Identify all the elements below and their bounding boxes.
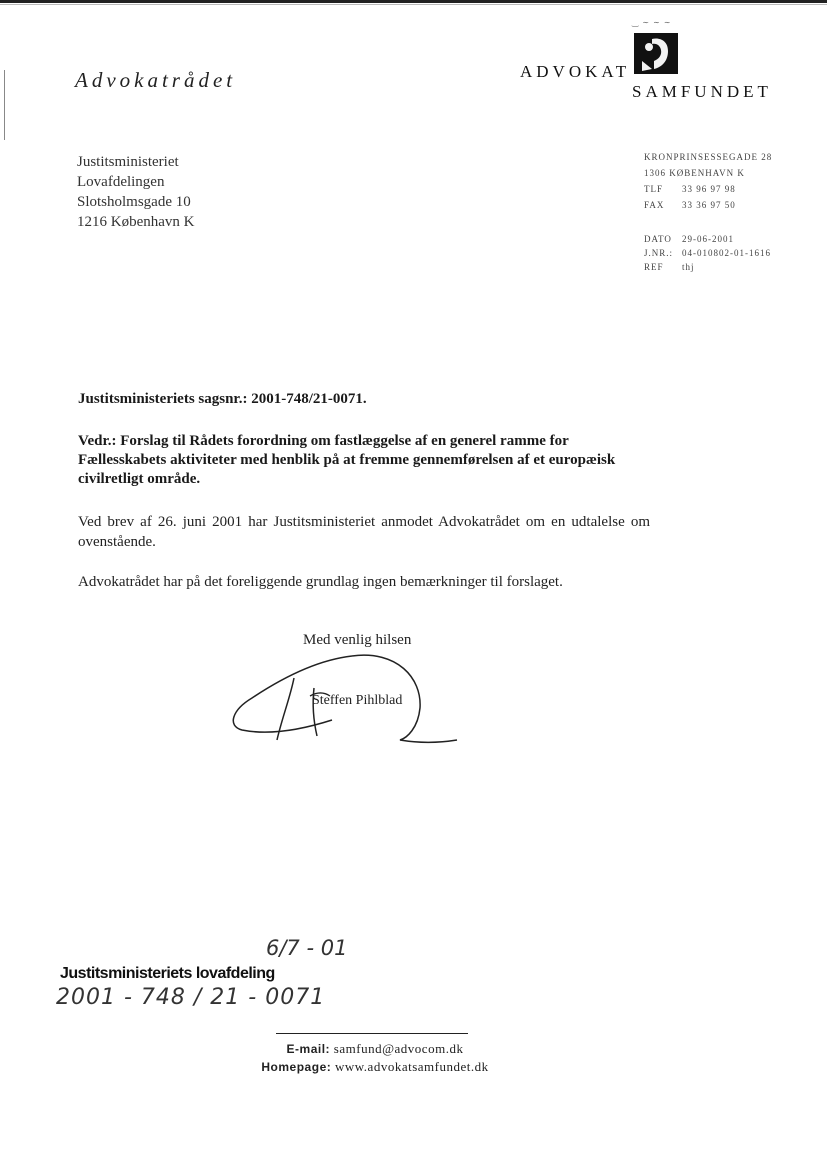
handwritten-case-number: 2001 - 748 / 21 - 0071 <box>56 985 326 1010</box>
handwritten-date: 6/7 - 01 <box>266 936 348 960</box>
email-value: samfund@advocom.dk <box>333 1041 464 1056</box>
dato-value: 29-06-2001 <box>682 234 734 244</box>
recipient-address <box>77 152 194 232</box>
jnr-label: J.NR.: <box>644 248 674 258</box>
homepage-label: Homepage: <box>261 1060 332 1074</box>
scan-left-mark <box>4 70 5 140</box>
brand-name-top: ADVOKAT <box>520 62 631 81</box>
faint-scan-mark: ‿ ∼ ∼ ∼ <box>632 18 672 27</box>
sender-street: KRONPRINSESSEGADE 28 <box>644 152 773 162</box>
advokatsamfundet-emblem-icon <box>632 31 680 76</box>
brand-name-bottom: SAMFUNDET <box>632 82 772 101</box>
recipient-line: Slotsholmsgade 10 <box>77 194 191 210</box>
sender-address <box>644 149 772 213</box>
ref-label: REF <box>644 262 664 272</box>
received-stamp: Justitsministeriets lovafdeling <box>60 965 275 982</box>
recipient-line: Justitsministeriet <box>77 154 179 170</box>
case-reference: Justitsministeriets sagsnr.: 2001-748/21-0071. <box>78 391 367 407</box>
dato-label: DATO <box>644 234 672 244</box>
body-paragraph: Advokatrådet har på det foreliggende grundlag ingen bemærkninger til forslaget. <box>78 574 563 590</box>
signer-name: Steffen Pihlblad <box>312 693 403 708</box>
tel-label: TLF <box>644 184 664 194</box>
fax-value: 33 36 97 50 <box>682 200 736 210</box>
email-label: E-mail: <box>286 1042 331 1056</box>
advokatradet-logo-text: Advokatrådet <box>75 68 237 92</box>
closing-salutation: Med venlig hilsen <box>303 632 412 648</box>
homepage-value: www.advokatsamfundet.dk <box>334 1059 489 1074</box>
footer-contact <box>240 1040 510 1076</box>
scan-top-border-faint <box>0 4 827 5</box>
recipient-line: 1216 København K <box>77 214 195 230</box>
jnr-value: 04-010802-01-1616 <box>682 248 771 258</box>
sender-city: 1306 KØBENHAVN K <box>644 168 745 178</box>
scan-top-border <box>0 0 827 3</box>
letter-meta <box>644 232 771 274</box>
tel-value: 33 96 97 98 <box>682 184 736 194</box>
footer-divider <box>276 1033 468 1034</box>
recipient-line: Lovafdelingen <box>77 174 165 190</box>
subject-line: Vedr.: Forslag til Rådets forordning om fastlæggelse af en generel ramme for Fællesskabets aktiviteter med henblik på at fremme gennemførelsen af et europæisk civilretligt område. <box>78 433 616 487</box>
ref-value: thj <box>682 262 695 272</box>
fax-label: FAX <box>644 200 665 210</box>
body-paragraph: Ved brev af 26. juni 2001 har Justitsministeriet anmodet Advokatrådet om en udtalelse om ovenstående. <box>78 514 650 550</box>
